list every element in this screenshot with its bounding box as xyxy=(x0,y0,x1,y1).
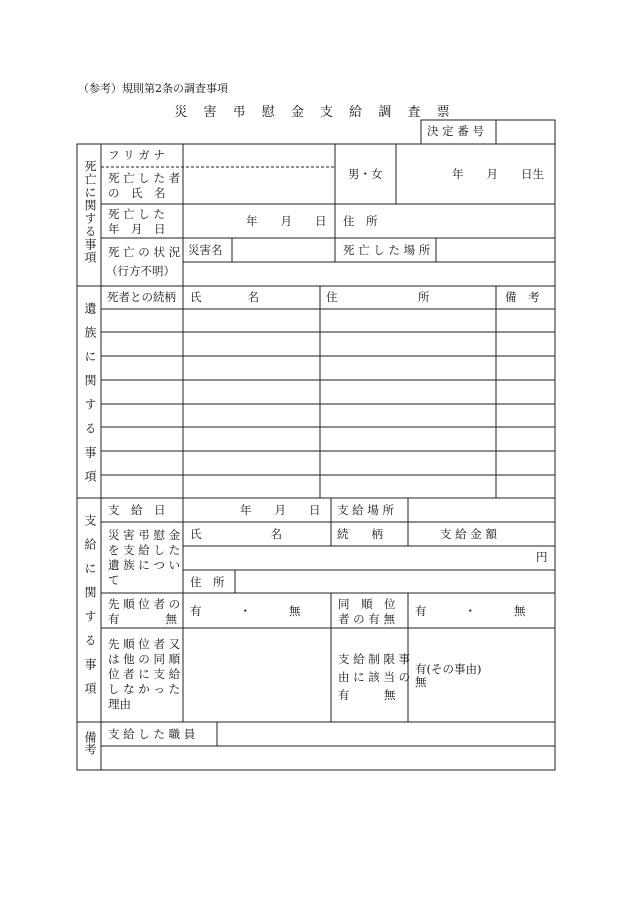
payment-date-label: 支 給 日 xyxy=(108,503,166,517)
reference-note: （参考）規則第2条の調査事項 xyxy=(78,82,228,95)
reason-label-5: 理由 xyxy=(108,697,131,711)
death-place-label: 死 亡 し た 場 所 xyxy=(343,243,431,257)
restriction-choice-yes[interactable]: 有(その事由) xyxy=(415,662,482,676)
family-col-relation: 死者との続柄 xyxy=(107,290,176,304)
decision-number-label: 決 定 番 号 xyxy=(427,124,484,138)
reason-field[interactable] xyxy=(184,629,330,721)
prior-rank-label-2: 有 無 xyxy=(108,612,177,626)
deceased-address-label: 住 所 xyxy=(343,214,378,228)
recipient-address-field[interactable] xyxy=(236,571,554,592)
recipient-label-4: て xyxy=(108,573,120,587)
death-date-label: 死 亡 し た xyxy=(108,207,165,221)
furigana-field[interactable] xyxy=(184,145,334,166)
family-col-address: 住 所 xyxy=(326,290,430,304)
restriction-label-2: 由 に 該 当 の xyxy=(338,670,411,684)
furigana-label: フ リ ガ ナ xyxy=(108,148,165,162)
remarks-field[interactable] xyxy=(102,747,554,769)
family-col-remarks: 備 考 xyxy=(505,290,540,304)
payment-date-value[interactable]: 年 月 日 xyxy=(240,503,321,517)
recipient-address-label: 住 所 xyxy=(190,575,225,589)
deceased-name-label: 死 亡 し た 者 xyxy=(108,171,181,185)
deceased-name-label-2: の 氏 名 xyxy=(108,186,166,200)
disaster-name-label: 災害名 xyxy=(188,243,223,257)
death-status-label: 死 亡 の 状 況 xyxy=(108,245,181,259)
reason-label: 先 順 位 者 又 xyxy=(108,637,181,651)
death-section-label: 死亡に関する事項 xyxy=(83,160,97,264)
restriction-label-3: 有 無 xyxy=(338,688,396,702)
same-rank-label-2: 者 の 有 無 xyxy=(338,612,395,626)
payment-place-label: 支 給 場 所 xyxy=(337,503,394,517)
family-col-name: 氏 名 xyxy=(190,290,259,304)
death-place-field[interactable] xyxy=(437,239,554,261)
recipient-name-col: 氏 名 xyxy=(190,527,282,541)
payment-amount-col: 支 給 金 額 xyxy=(440,527,497,541)
death-date-label-2: 年 月 日 xyxy=(108,222,166,236)
recipient-label-2: を 支 給 し た xyxy=(108,543,181,557)
recipient-label-3: 遺 族 に つ い xyxy=(108,558,181,572)
restriction-choice-no[interactable]: 無 xyxy=(415,675,427,689)
recipient-relation-col: 続 柄 xyxy=(337,527,383,541)
staff-field[interactable] xyxy=(218,723,554,745)
recipient-label: 災 害 弔 慰 金 xyxy=(108,528,181,542)
staff-label: 支 給 し た 職 員 xyxy=(108,727,196,741)
same-rank-label: 同 順 位 xyxy=(338,597,396,611)
death-status-field[interactable] xyxy=(184,263,554,285)
decision-number-field[interactable] xyxy=(497,121,554,143)
death-date-value[interactable]: 年 月 日 xyxy=(246,214,327,228)
death-status-label-2: （行方不明） xyxy=(106,264,175,278)
payment-place-field[interactable] xyxy=(409,499,554,521)
same-rank-choice[interactable]: 有 ・ 無 xyxy=(415,604,531,618)
prior-rank-choice[interactable]: 有 ・ 無 xyxy=(190,604,306,618)
form-title: 災 害 弔 慰 金 支 給 調 査 票 xyxy=(174,105,456,120)
disaster-name-field[interactable] xyxy=(233,239,334,261)
remarks-section-label: 備考 xyxy=(83,731,97,755)
deceased-name-field[interactable] xyxy=(184,168,334,203)
reason-label-4: し な か っ た xyxy=(108,682,181,696)
yen-unit: 円 xyxy=(536,550,548,564)
reason-label-2: は 他 の 同 順 xyxy=(108,652,181,666)
sex-choice[interactable]: 男・女 xyxy=(348,167,383,181)
family-section-label: 遺族に関する事項 xyxy=(83,302,97,494)
prior-rank-label: 先 順 位 者 の xyxy=(108,597,181,611)
deceased-address-field[interactable] xyxy=(397,205,554,237)
payment-section-label: 支給に関する事項 xyxy=(83,514,97,706)
reason-label-3: 位 者 に 支 給 xyxy=(108,667,181,681)
restriction-label: 支 給 制 限 事 xyxy=(338,652,411,666)
birth-date[interactable]: 年 月 日生 xyxy=(452,167,544,181)
